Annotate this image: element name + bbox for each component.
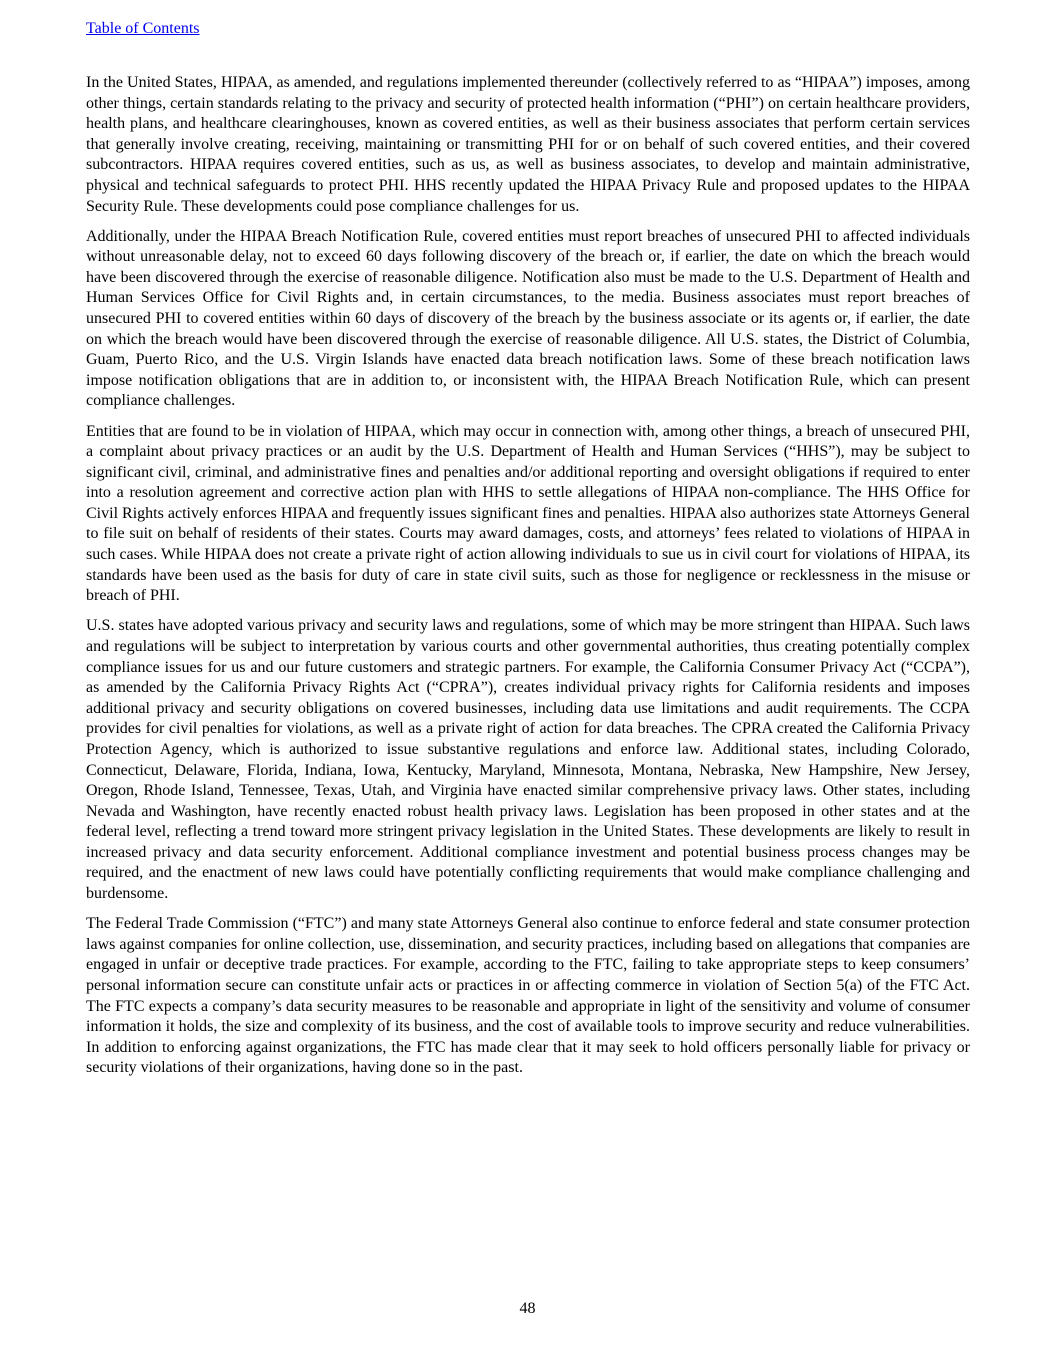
paragraph-ftc-enforcement: The Federal Trade Commission (“FTC”) and many state Attorneys General also continue to enforce federal and state consumer protection laws against companies for online collection, use, dissemination, and security practices, including based on allegations that companies are engaged in unfair or deceptive trade practices. For example, according to the FTC, failing to take appropriate steps to keep consumers’ personal information secure can constitute unfair acts or practices in or affecting commerce in violation of Section 5(a) of the FTC Act. The FTC expects a company’s data security measures to be reasonable and appropriate in light of the sensitivity and volume of consumer information it holds, the size and complexity of its business, and the cost of available tools to improve security and reduce vulnerabilities. In addition to enforcing against organizations, the FTC has made clear that it may seek to hold officers personally liable for privacy or security violations of their organizations, having done so in the past. xyxy=(86,915,970,1077)
paragraph-breach-notification: Additionally, under the HIPAA Breach Notification Rule, covered entities must report breaches of unsecured PHI to affected individuals without unreasonable delay, not to exceed 60 days following discovery of the breach or, if earlier, the date on which the breach would have been discovered through the exercise of reasonable diligence. Notification also must be made to the U.S. Department of Health and Human Services Office for Civil Rights and, in certain circumstances, to the media. Business associates must report breaches of unsecured PHI to covered entities within 60 days of discovery of the breach by the business associate or its agents or, if earlier, the date on which the breach would have been discovered through the exercise of reasonable diligence. All U.S. states, the District of Columbia, Guam, Puerto Rico, and the U.S. Virgin Islands have enacted data breach notification laws. Some of these breach notification laws impose notification obligations that are in addition to, or inconsistent with, the HIPAA Breach Notification Rule, which can present compliance challenges. xyxy=(86,227,970,410)
page-number: 48 xyxy=(519,1300,536,1317)
document-body xyxy=(86,73,970,1088)
paragraph-state-privacy-laws: U.S. states have adopted various privacy and security laws and regulations, some of which may be more stringent than HIPAA. Such laws and regulations will be subject to interpretation by various courts and other governmental authorities, thus creating potentially complex compliance issues for us and our future customers and strategic partners. For example, the California Consumer Privacy Act (“CCPA”), as amended by the California Privacy Rights Act (“CPRA”), creates individual privacy rights for California residents and imposes additional privacy and security obligations on covered businesses, including data use limitations and audit requirements. The CCPA provides for civil penalties for violations, as well as a private right of action for data breaches. The CPRA created the California Privacy Protection Agency, which is authorized to issue substantive regulations and enforce law. Additional states, including Colorado, Connecticut, Delaware, Florida, Indiana, Iowa, Kentucky, Maryland, Minnesota, Montana, Nebraska, New Hampshire, New Jersey, Oregon, Rhode Island, Tennessee, Texas, Utah, and Virginia have enacted similar comprehensive privacy laws. Other states, including Nevada and Washington, have recently enacted robust health privacy laws. Legislation has been proposed in other states and at the federal level, reflecting a trend toward more stringent privacy legislation in the United States. These developments are likely to result in increased privacy and data security enforcement. Additional compliance investment and potential business process changes may be required, and the enactment of new laws could have potentially conflicting requirements that would make compliance challenging and burdensome. xyxy=(86,617,970,903)
table-of-contents-link[interactable]: Table of Contents xyxy=(86,20,200,37)
paragraph-hipaa-violations: Entities that are found to be in violation of HIPAA, which may occur in connection with, among other things, a breach of unsecured PHI, a complaint about privacy practices or an audit by the U.S. Department of Health and Human Services (“HHS”), may be subject to significant civil, criminal, and administrative fines and penalties and/or additional reporting and oversight obligations if required to enter into a resolution agreement and corrective action plan with HHS to settle allegations of HIPAA non-compliance. The HHS Office for Civil Rights actively enforces HIPAA and frequently issues significant fines and penalties. HIPAA also authorizes state Attorneys General to file suit on behalf of residents of their states. Courts may award damages, costs, and attorneys’ fees related to violations of HIPAA in such cases. While HIPAA does not create a private right of action allowing individuals to sue us in civil court for violations of HIPAA, its standards have been used as the basis for duty of care in state civil suits, such as those for negligence or recklessness in the misuse or breach of PHI. xyxy=(86,422,970,605)
paragraph-hipaa-overview: In the United States, HIPAA, as amended, and regulations implemented thereunder (collectively referred to as “HIPAA”) imposes, among other things, certain standards relating to the privacy and security of protected health information (“PHI”) on certain healthcare providers, health plans, and healthcare clearinghouses, known as covered entities, as well as their business associates that perform certain services that generally involve creating, receiving, maintaining or transmitting PHI for or on behalf of such covered entities, and their covered subcontractors. HIPAA requires covered entities, such as us, as well as business associates, to develop and maintain administrative, physical and technical safeguards to protect PHI. HHS recently updated the HIPAA Privacy Rule and proposed updates to the HIPAA Security Rule. These developments could pose compliance challenges for us. xyxy=(86,74,970,215)
